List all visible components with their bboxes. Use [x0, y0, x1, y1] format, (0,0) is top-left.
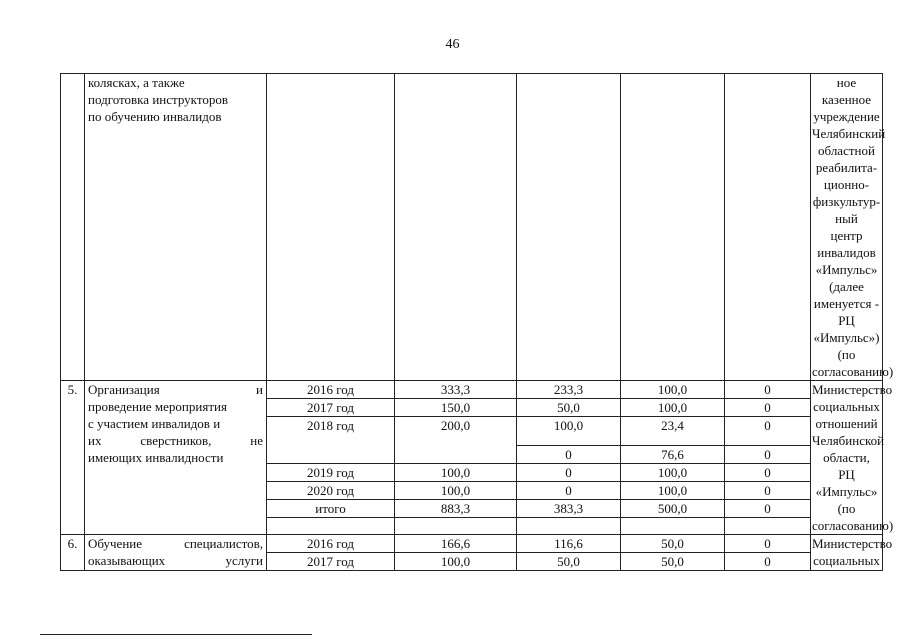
period-cell: 2016 год: [267, 535, 395, 553]
executor-line: ционно-: [823, 177, 870, 192]
federal-cell: 0: [517, 446, 621, 464]
federal-cell: 383,3: [517, 500, 621, 518]
executor-cell: [811, 381, 894, 535]
other-cell: 0: [725, 482, 811, 500]
period-cell: 2016 год: [267, 381, 395, 399]
total-cell: 150,0: [395, 399, 517, 417]
total-cell: 100,0: [395, 553, 517, 571]
federal-cell: 50,0: [517, 399, 621, 417]
executor-line: именуется -: [813, 296, 880, 311]
total-cell: [395, 74, 517, 381]
other-cell: 0: [725, 446, 811, 464]
federal-cell: [517, 74, 621, 381]
page-number: 46: [445, 37, 460, 52]
other-cell: [725, 518, 811, 535]
executor-line: Министерство: [812, 536, 893, 551]
row-number-cell: 5.: [61, 381, 85, 535]
other-cell: [725, 74, 811, 381]
description-line: их сверстников, не: [88, 433, 263, 448]
period-cell: 2018 год: [267, 417, 395, 464]
federal-cell: [517, 518, 621, 535]
period-cell: 2017 год: [267, 553, 395, 571]
executor-line: области,: [823, 450, 870, 465]
executor-line: «Импульс»): [813, 330, 880, 345]
regional-cell: 100,0: [621, 482, 725, 500]
executor-line: реабилита-: [815, 160, 878, 175]
total-cell: 333,3: [395, 381, 517, 399]
regional-cell: 500,0: [621, 500, 725, 518]
federal-cell: 233,3: [517, 381, 621, 399]
regional-cell: 100,0: [621, 381, 725, 399]
regional-cell: 23,4: [621, 417, 725, 446]
table-row-5: [61, 381, 883, 399]
period-cell: [267, 518, 395, 535]
executor-line: физкультур-: [812, 194, 881, 209]
regional-cell: [621, 74, 725, 381]
federal-cell: 100,0: [517, 417, 621, 446]
executor-line: (по: [837, 347, 856, 362]
other-cell: 0: [725, 399, 811, 417]
executor-line: Челябинской: [812, 433, 885, 448]
executor-line: отношений: [815, 416, 878, 431]
federal-cell: 0: [517, 482, 621, 500]
executor-line: областной: [818, 143, 875, 158]
executor-line: согласованию): [812, 364, 894, 379]
total-cell: 883,3: [395, 500, 517, 518]
other-cell: 0: [725, 553, 811, 571]
executor-cell: [811, 74, 894, 381]
total-cell: 100,0: [395, 464, 517, 482]
period-cell: 2019 год: [267, 464, 395, 482]
period-cell: итого: [267, 500, 395, 518]
other-cell: 0: [725, 535, 811, 553]
description-line: подготовка инструкторов: [88, 92, 228, 107]
executor-line: социальных: [813, 553, 880, 568]
description-cell: [85, 381, 267, 535]
total-cell: [395, 518, 517, 535]
table-row-6: [61, 535, 883, 553]
row-number-cell: [61, 74, 85, 381]
description-line: оказывающих услуги: [88, 553, 263, 568]
executor-line: центр: [830, 228, 863, 243]
executor-line: (по: [837, 501, 856, 516]
description-line: проведение мероприятия: [88, 399, 227, 414]
executor-line: согласованию): [812, 518, 894, 533]
executor-line: «Импульс»: [815, 262, 878, 277]
program-table: [60, 73, 894, 571]
period-cell: [267, 74, 395, 381]
executor-line: учреждение: [813, 109, 880, 124]
footnote-divider: [40, 634, 312, 635]
federal-cell: 0: [517, 464, 621, 482]
executor-line: Министерство: [812, 382, 893, 397]
description-line: по обучению инвалидов: [88, 109, 222, 124]
regional-cell: 50,0: [621, 535, 725, 553]
description-line: имеющих инвалидности: [88, 450, 224, 465]
total-cell: 166,6: [395, 535, 517, 553]
row-number-cell: 6.: [61, 535, 85, 571]
description-line: Обучение специалистов,: [88, 536, 263, 551]
executor-line: социальных: [813, 399, 880, 414]
federal-cell: 50,0: [517, 553, 621, 571]
table-row-continued: [61, 74, 883, 381]
executor-cell: [811, 535, 893, 571]
period-cell: 2020 год: [267, 482, 395, 500]
other-cell: 0: [725, 464, 811, 482]
executor-line: инвалидов: [817, 245, 876, 260]
description-cell: [85, 535, 267, 571]
executor-line: РЦ: [838, 313, 855, 328]
executor-line: ное казенное: [821, 75, 872, 107]
regional-cell: [621, 518, 725, 535]
other-cell: 0: [725, 500, 811, 518]
regional-cell: 76,6: [621, 446, 725, 464]
description-line: колясках, а также: [88, 75, 185, 90]
total-cell: 200,0: [395, 417, 517, 464]
other-cell: 0: [725, 417, 811, 446]
regional-cell: 100,0: [621, 464, 725, 482]
regional-cell: 50,0: [621, 553, 725, 571]
federal-cell: 116,6: [517, 535, 621, 553]
description-line: с участием инвалидов и: [88, 416, 221, 431]
description-line: Организация и: [88, 382, 263, 397]
total-cell: 100,0: [395, 482, 517, 500]
executor-line: Челябинский: [812, 126, 886, 141]
executor-line: ный: [835, 211, 858, 226]
period-cell: 2017 год: [267, 399, 395, 417]
executor-line: РЦ «Импульс»: [815, 467, 878, 499]
description-cell: [85, 74, 267, 381]
regional-cell: 100,0: [621, 399, 725, 417]
other-cell: 0: [725, 381, 811, 399]
executor-line: (далее: [829, 279, 864, 294]
